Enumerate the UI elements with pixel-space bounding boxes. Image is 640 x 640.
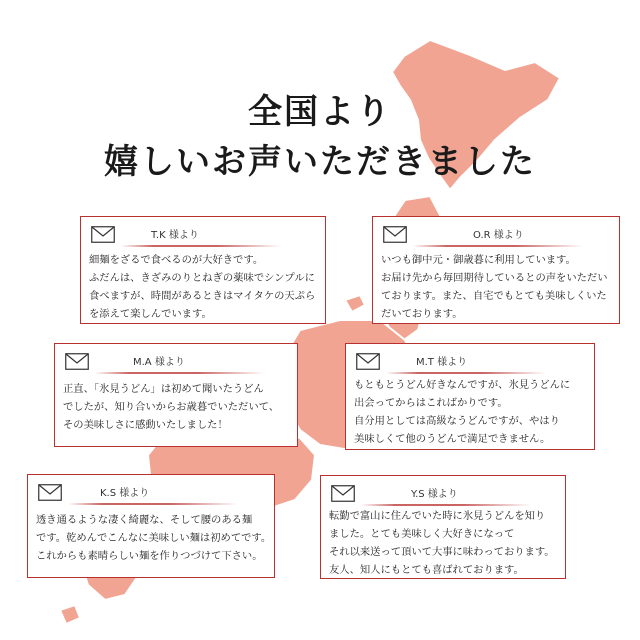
testimonial-text [354, 376, 570, 448]
testimonial-line: 細麺をざるで食べるのが大好きです。 [89, 254, 264, 266]
testimonial-line: です。乾めんでこんなに美味しい麺は初めてです。 [36, 532, 272, 544]
testimonial-line: 正直、「氷見うどん」は初めて聞いたうどん [63, 383, 264, 395]
testimonial-line: を添えて楽しんでいます。 [89, 308, 212, 320]
testimonial-line: 食べますが、時間があるときはマイタケの天ぷら [89, 290, 316, 302]
testimonial-line: ております。また、自宅でもとても美味しくいた [381, 290, 607, 302]
divider-line [361, 504, 531, 506]
testimonial-author: M.A 様より [133, 357, 185, 368]
testimonial-card [320, 475, 566, 579]
testimonial-line: いつも御中元・御歳暮に利用しています。 [381, 254, 576, 266]
testimonial-line: だいております。 [381, 308, 463, 320]
divider-line [95, 372, 265, 374]
island-shape [60, 605, 80, 624]
testimonial-card [345, 343, 595, 450]
testimonial-line: お届け先から毎回期待しているとの声をいただい [381, 272, 608, 284]
testimonial-line: もともとうどん好きなんですが、氷見うどんに [354, 379, 571, 391]
envelope-icon [383, 226, 407, 243]
island-shape [345, 295, 365, 312]
testimonial-card [27, 474, 275, 578]
testimonial-text [381, 251, 608, 323]
testimonial-line: 透き通るような凄く綺麗な、そして腰のある麺 [36, 514, 253, 526]
testimonial-text [89, 251, 315, 323]
testimonial-text [329, 507, 555, 579]
envelope-icon [356, 353, 380, 370]
divider-line [413, 245, 583, 247]
testimonial-author: Y.S 様より [411, 489, 458, 500]
testimonial-line: 出会ってからはこればかりです。 [354, 397, 508, 409]
envelope-icon [331, 485, 355, 502]
testimonial-author: M.T 様より [416, 357, 468, 368]
envelope-icon [38, 484, 62, 501]
testimonial-text [63, 380, 279, 434]
testimonial-line: 転勤で富山に住んでいた時に氷見うどんを知り [329, 510, 546, 522]
testimonial-line: でしたが、知り合いからお歳暮でいただいて、 [63, 401, 280, 413]
testimonial-line: ました。とても美味しく大好きになって [329, 528, 515, 540]
envelope-icon [91, 226, 115, 243]
testimonial-line: 美味しくて他のうどんで満足できません。 [354, 433, 551, 445]
testimonial-author: K.S 様より [100, 488, 150, 499]
testimonial-card [372, 216, 620, 324]
testimonial-line: これからも素晴らしい麺を作りつづけて下さい。 [36, 550, 263, 562]
page-title-line2: 嬉しいお声いただきました [104, 142, 536, 182]
testimonial-line: それ以来送って頂いて大事に味わっております。 [329, 546, 555, 558]
envelope-icon [65, 353, 89, 370]
divider-line [386, 372, 546, 374]
testimonial-card [80, 216, 326, 324]
page-title-line1: 全国より [248, 92, 392, 132]
testimonial-line: 自分用としては高級なうどんですが、やはり [354, 415, 560, 427]
testimonial-card [54, 343, 298, 447]
testimonial-text [36, 511, 271, 565]
divider-line [68, 503, 238, 505]
testimonial-author: O.R 様より [473, 230, 524, 241]
divider-line [121, 245, 281, 247]
testimonial-author: T.K 様より [151, 230, 199, 241]
testimonial-line: ふだんは、きざみのりとねぎの薬味でシンプルに [89, 272, 315, 284]
testimonial-line: その美味しさに感動いたしました！ [63, 419, 228, 431]
testimonial-line: 友人、知人にもとても喜ばれております。 [329, 564, 524, 576]
